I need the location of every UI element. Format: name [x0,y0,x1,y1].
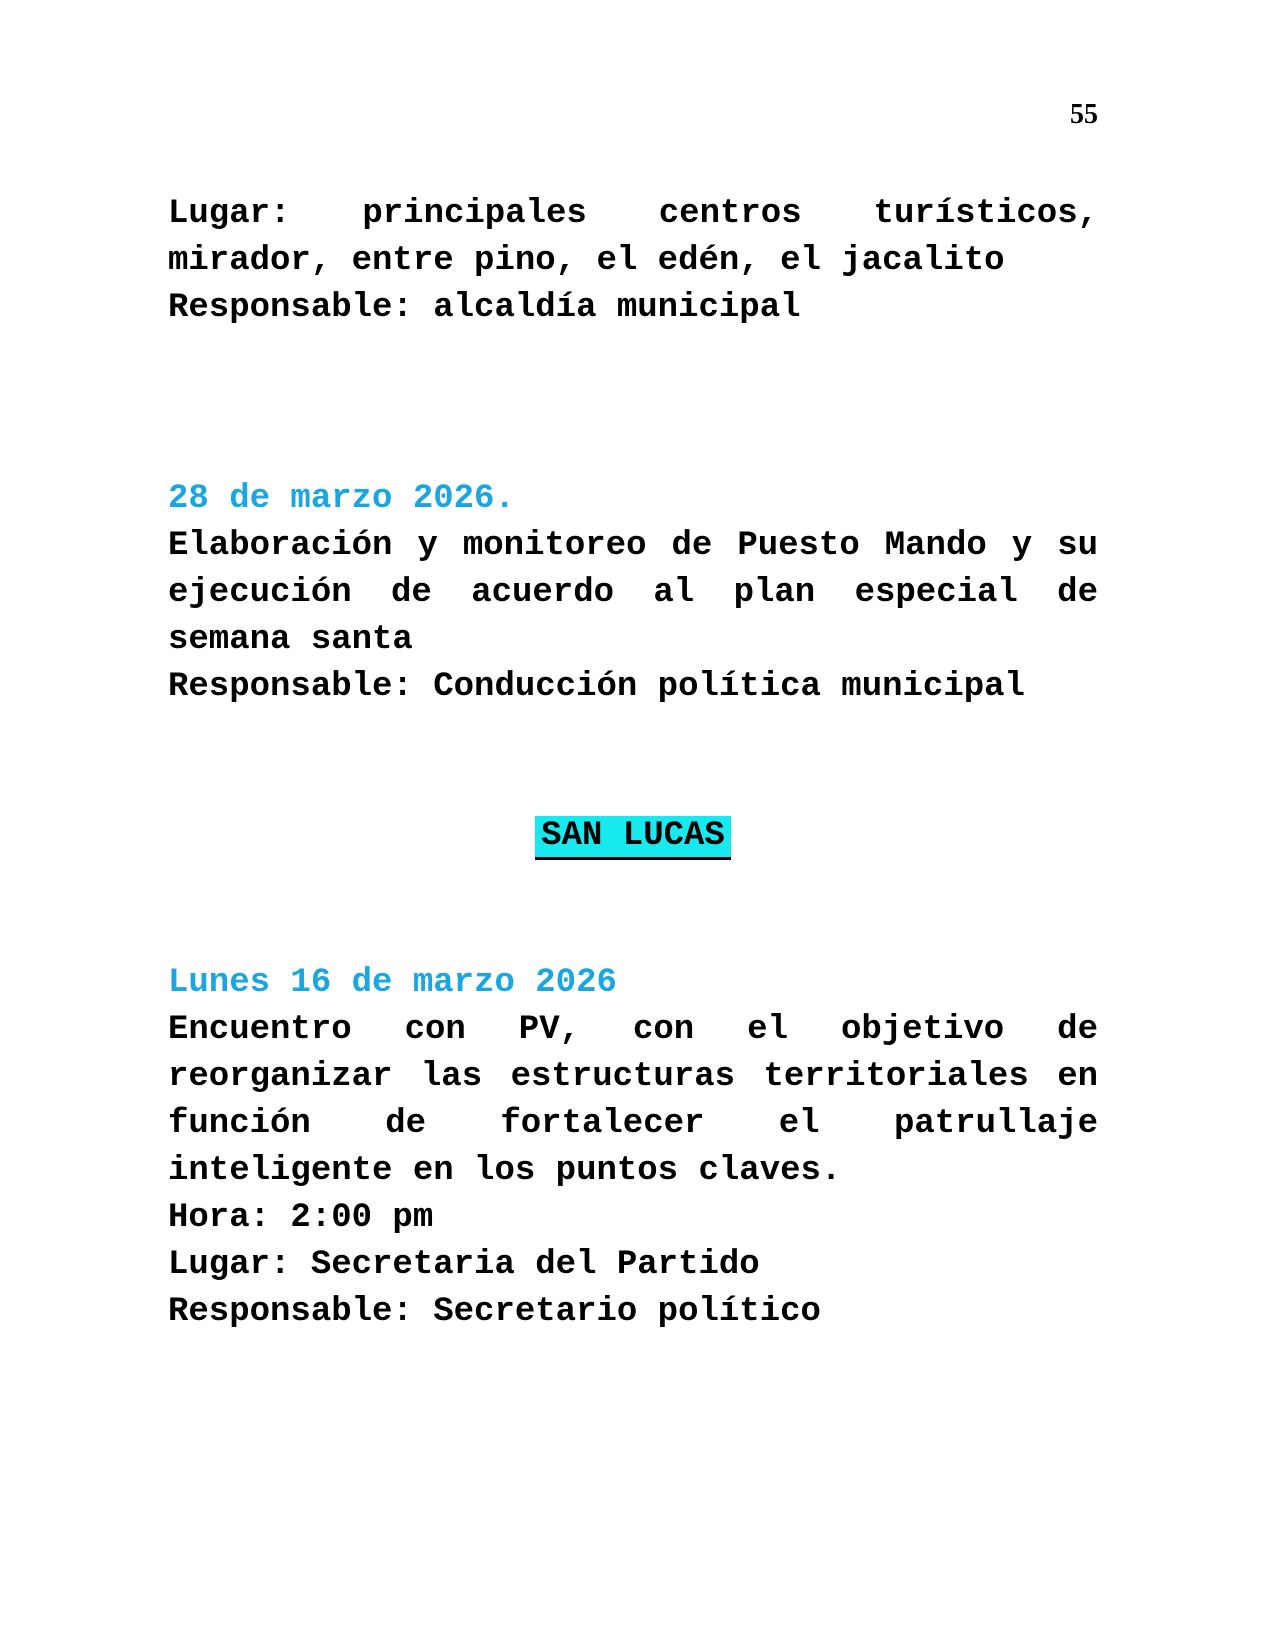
description-line-4: inteligente en los puntos claves. [168,1152,842,1190]
highlighted-section-title: SAN LUCAS [535,816,731,860]
description-line-3: semana santa [168,621,413,659]
page-number: 55 [1070,99,1098,130]
event-block-tourism [168,191,1098,332]
description-line-1: Elaboración y monitoreo de Puesto Mando y su [168,527,1098,565]
lugar-line: Lugar: Secretaria del Partido [168,1246,760,1284]
responsable-line: Responsable: Secretario político [168,1293,821,1331]
lugar-line-2: mirador, entre pino, el edén, el jacalito [168,242,1005,280]
event-date-heading: 28 de marzo 2026. [168,480,515,518]
description-line-2: reorganizar las estructuras territoriales en [168,1058,1098,1096]
page-content [168,100,1098,1336]
lugar-line-1: Lugar: principales centros turísticos, [168,195,1098,233]
event-block-28-marzo [168,476,1098,711]
event-date-heading: Lunes 16 de marzo 2026 [168,964,617,1002]
responsable-line: Responsable: Conducción política municipal [168,668,1025,706]
responsable-line: Responsable: alcaldía municipal [168,289,801,327]
section-heading [168,813,1098,860]
event-block-16-marzo [168,960,1098,1336]
description-line-1: Encuentro con PV, con el objetivo de [168,1011,1098,1049]
description-line-2: ejecución de acuerdo al plan especial de [168,574,1098,612]
hora-line: Hora: 2:00 pm [168,1199,434,1237]
description-line-3: función de fortalecer el patrullaje [168,1105,1098,1143]
